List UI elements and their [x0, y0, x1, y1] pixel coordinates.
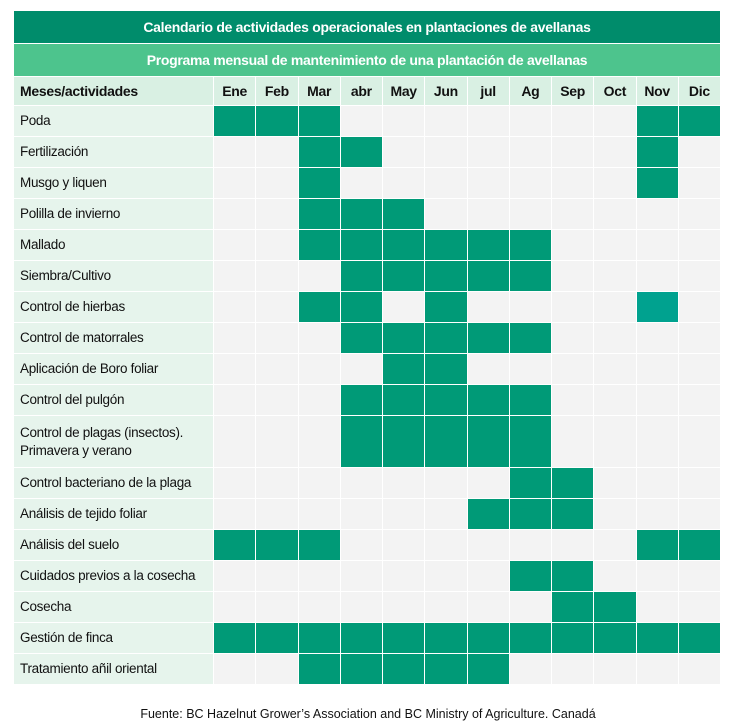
month-cell: [214, 323, 255, 353]
active-month-cell: [468, 623, 509, 653]
activity-label: Mallado: [14, 230, 213, 260]
month-cell: [594, 106, 635, 136]
month-cell: [425, 530, 466, 560]
active-month-cell: [383, 416, 424, 467]
active-month-cell: [214, 106, 255, 136]
month-cell: [341, 106, 382, 136]
activity-label: Polilla de invierno: [14, 199, 213, 229]
activity-label-line: Control de plagas (insectos).: [20, 424, 184, 440]
active-month-cell: [341, 230, 382, 260]
month-cell: [256, 385, 297, 415]
month-cell: [552, 354, 593, 384]
active-month-cell: [299, 106, 340, 136]
month-cell: [679, 592, 720, 622]
activity-label: Control bacteriano de la plaga: [14, 468, 213, 498]
month-cell: [214, 385, 255, 415]
active-month-cell: [468, 261, 509, 291]
month-cell: [552, 292, 593, 322]
month-cell: [552, 199, 593, 229]
month-cell: [468, 468, 509, 498]
active-month-cell: [383, 623, 424, 653]
table-row: [14, 385, 720, 415]
month-cell: [637, 468, 678, 498]
activity-label-line: Primavera y verano: [20, 442, 132, 458]
month-cell: [383, 561, 424, 591]
month-cell: [214, 416, 255, 467]
month-cell: [594, 230, 635, 260]
month-cell: [594, 261, 635, 291]
month-cell: [468, 292, 509, 322]
table-row: [14, 199, 720, 229]
active-month-cell: [341, 416, 382, 467]
month-cell: [256, 323, 297, 353]
month-cell: [383, 106, 424, 136]
month-cell: [637, 561, 678, 591]
active-month-cell: [510, 623, 551, 653]
month-cell: [594, 468, 635, 498]
active-month-cell: [341, 623, 382, 653]
month-header: Nov: [637, 77, 678, 105]
month-cell: [256, 354, 297, 384]
month-cell: [637, 499, 678, 529]
active-month-cell: [468, 385, 509, 415]
month-cell: [425, 137, 466, 167]
month-header-row: [14, 77, 720, 105]
active-month-cell: [637, 530, 678, 560]
month-cell: [510, 530, 551, 560]
month-cell: [425, 468, 466, 498]
active-month-cell: [299, 530, 340, 560]
source-note: Fuente: BC Hazelnut Grower’s Association and BC Ministry of Agriculture. Canadá: [140, 707, 596, 721]
active-month-cell: [425, 654, 466, 684]
month-cell: [594, 168, 635, 198]
active-month-cell: [637, 137, 678, 167]
active-month-cell: [425, 261, 466, 291]
month-cell: [510, 354, 551, 384]
month-header: Mar: [299, 77, 340, 105]
table-row: [14, 323, 720, 353]
month-cell: [679, 499, 720, 529]
month-cell: [256, 499, 297, 529]
month-cell: [552, 106, 593, 136]
month-cell: [510, 137, 551, 167]
month-cell: [468, 592, 509, 622]
active-month-cell: [679, 530, 720, 560]
month-cell: [256, 654, 297, 684]
active-month-cell: [425, 230, 466, 260]
month-header: Oct: [594, 77, 635, 105]
month-cell: [510, 654, 551, 684]
table-row: [14, 137, 720, 167]
active-month-cell: [383, 261, 424, 291]
table-row: [14, 592, 720, 622]
active-month-cell: [425, 292, 466, 322]
month-cell: [594, 499, 635, 529]
month-cell: [552, 385, 593, 415]
month-cell: [341, 592, 382, 622]
table-row: [14, 292, 720, 322]
month-cell: [510, 106, 551, 136]
active-month-cell: [468, 230, 509, 260]
month-cell: [214, 230, 255, 260]
active-month-cell: [341, 323, 382, 353]
month-cell: [256, 199, 297, 229]
month-cell: [468, 168, 509, 198]
month-cell: [637, 385, 678, 415]
month-cell: [594, 354, 635, 384]
table-row: [14, 230, 720, 260]
month-cell: [679, 416, 720, 467]
active-month-cell: [637, 106, 678, 136]
month-cell: [214, 468, 255, 498]
activity-calendar: [14, 11, 720, 685]
active-month-cell: [510, 499, 551, 529]
month-cell: [214, 354, 255, 384]
month-cell: [468, 199, 509, 229]
active-month-cell: [341, 199, 382, 229]
active-month-cell: [510, 561, 551, 591]
month-cell: [637, 592, 678, 622]
active-month-cell: [468, 416, 509, 467]
month-header: May: [383, 77, 424, 105]
month-cell: [383, 592, 424, 622]
month-cell: [256, 416, 297, 467]
month-cell: [341, 354, 382, 384]
active-month-cell: [510, 230, 551, 260]
month-cell: [299, 499, 340, 529]
month-cell: [341, 499, 382, 529]
month-cell: [594, 416, 635, 467]
table-row: [14, 530, 720, 560]
active-month-cell: [383, 354, 424, 384]
month-cell: [679, 168, 720, 198]
table-row: [14, 416, 720, 467]
active-month-cell: [510, 416, 551, 467]
month-cell: [679, 137, 720, 167]
active-month-cell: [425, 385, 466, 415]
month-cell: [679, 323, 720, 353]
active-month-cell: [468, 654, 509, 684]
activity-label: Musgo y liquen: [14, 168, 213, 198]
active-month-cell: [468, 323, 509, 353]
activity-label: Gestión de finca: [14, 623, 213, 653]
month-cell: [299, 592, 340, 622]
month-cell: [214, 592, 255, 622]
month-cell: [552, 323, 593, 353]
active-month-cell: [256, 530, 297, 560]
month-cell: [594, 385, 635, 415]
month-cell: [383, 530, 424, 560]
activity-label: Cosecha: [14, 592, 213, 622]
active-month-cell: [594, 592, 635, 622]
month-cell: [425, 106, 466, 136]
month-header: abr: [341, 77, 382, 105]
month-cell: [214, 292, 255, 322]
active-month-cell: [341, 261, 382, 291]
schedule-table: [13, 76, 721, 685]
month-cell: [679, 468, 720, 498]
active-month-cell: [552, 561, 593, 591]
month-cell: [594, 137, 635, 167]
activity-label: Poda: [14, 106, 213, 136]
month-cell: [214, 137, 255, 167]
table-row: [14, 654, 720, 684]
active-month-cell: [637, 292, 678, 322]
month-cell: [256, 168, 297, 198]
month-cell: [383, 499, 424, 529]
month-cell: [510, 592, 551, 622]
active-month-cell: [637, 168, 678, 198]
active-month-cell: [552, 468, 593, 498]
active-month-cell: [594, 623, 635, 653]
month-cell: [299, 385, 340, 415]
active-month-cell: [679, 106, 720, 136]
activity-label: Aplicación de Boro foliar: [14, 354, 213, 384]
active-month-cell: [383, 323, 424, 353]
active-month-cell: [299, 654, 340, 684]
active-month-cell: [299, 292, 340, 322]
activity-label: Control de hierbas: [14, 292, 213, 322]
active-month-cell: [383, 230, 424, 260]
month-cell: [552, 230, 593, 260]
active-month-cell: [425, 623, 466, 653]
active-month-cell: [552, 592, 593, 622]
month-cell: [299, 416, 340, 467]
table-row: [14, 561, 720, 591]
month-cell: [637, 416, 678, 467]
table-row: [14, 623, 720, 653]
month-header: jul: [468, 77, 509, 105]
month-cell: [552, 416, 593, 467]
month-cell: [679, 385, 720, 415]
month-cell: [594, 292, 635, 322]
month-cell: [637, 654, 678, 684]
month-cell: [468, 106, 509, 136]
month-cell: [299, 323, 340, 353]
active-month-cell: [214, 530, 255, 560]
corner-label: Meses/actividades: [14, 77, 213, 105]
active-month-cell: [425, 416, 466, 467]
active-month-cell: [299, 623, 340, 653]
month-cell: [214, 654, 255, 684]
month-cell: [679, 354, 720, 384]
active-month-cell: [299, 230, 340, 260]
active-month-cell: [341, 654, 382, 684]
activity-label: Tratamiento añil oriental: [14, 654, 213, 684]
month-header: Jun: [425, 77, 466, 105]
active-month-cell: [425, 354, 466, 384]
month-cell: [383, 292, 424, 322]
month-cell: [383, 137, 424, 167]
activity-label: [14, 416, 213, 467]
month-cell: [594, 530, 635, 560]
table-subtitle: Programa mensual de mantenimiento de una plantación de avellanas: [14, 44, 720, 76]
month-cell: [637, 199, 678, 229]
month-cell: [425, 561, 466, 591]
month-cell: [214, 261, 255, 291]
active-month-cell: [468, 499, 509, 529]
month-cell: [214, 499, 255, 529]
month-cell: [299, 261, 340, 291]
table-row: [14, 468, 720, 498]
activity-label: Siembra/Cultivo: [14, 261, 213, 291]
month-cell: [299, 561, 340, 591]
month-cell: [468, 561, 509, 591]
active-month-cell: [510, 468, 551, 498]
month-cell: [256, 137, 297, 167]
active-month-cell: [383, 654, 424, 684]
month-cell: [425, 499, 466, 529]
month-header: Dic: [679, 77, 720, 105]
month-cell: [383, 468, 424, 498]
table-title: Calendario de actividades operacionales en plantaciones de avellanas: [14, 11, 720, 43]
month-cell: [256, 230, 297, 260]
month-cell: [256, 592, 297, 622]
month-cell: [637, 261, 678, 291]
table-row: [14, 261, 720, 291]
month-cell: [214, 168, 255, 198]
active-month-cell: [510, 261, 551, 291]
activity-label: Análisis del suelo: [14, 530, 213, 560]
month-cell: [341, 530, 382, 560]
month-cell: [299, 354, 340, 384]
month-cell: [679, 230, 720, 260]
month-cell: [341, 561, 382, 591]
active-month-cell: [256, 623, 297, 653]
month-cell: [468, 354, 509, 384]
active-month-cell: [552, 499, 593, 529]
month-cell: [637, 230, 678, 260]
active-month-cell: [341, 292, 382, 322]
active-month-cell: [256, 106, 297, 136]
month-cell: [552, 137, 593, 167]
month-header: Sep: [552, 77, 593, 105]
month-cell: [594, 561, 635, 591]
active-month-cell: [425, 323, 466, 353]
active-month-cell: [510, 385, 551, 415]
active-month-cell: [383, 199, 424, 229]
month-cell: [552, 654, 593, 684]
month-cell: [552, 530, 593, 560]
table-row: [14, 168, 720, 198]
month-header: Ene: [214, 77, 255, 105]
month-cell: [468, 530, 509, 560]
active-month-cell: [679, 623, 720, 653]
month-header: Feb: [256, 77, 297, 105]
active-month-cell: [299, 199, 340, 229]
month-cell: [594, 654, 635, 684]
month-cell: [256, 561, 297, 591]
active-month-cell: [299, 168, 340, 198]
table-row: [14, 354, 720, 384]
month-cell: [679, 261, 720, 291]
active-month-cell: [552, 623, 593, 653]
active-month-cell: [383, 385, 424, 415]
month-cell: [214, 561, 255, 591]
activity-label: Control del pulgón: [14, 385, 213, 415]
activity-label: Análisis de tejido foliar: [14, 499, 213, 529]
month-cell: [425, 592, 466, 622]
month-cell: [256, 468, 297, 498]
month-cell: [510, 292, 551, 322]
month-cell: [341, 468, 382, 498]
active-month-cell: [637, 623, 678, 653]
month-cell: [594, 323, 635, 353]
active-month-cell: [299, 137, 340, 167]
month-cell: [637, 323, 678, 353]
month-cell: [510, 199, 551, 229]
month-cell: [637, 354, 678, 384]
month-cell: [299, 468, 340, 498]
month-cell: [256, 261, 297, 291]
month-cell: [510, 168, 551, 198]
activity-label: Cuidados previos a la cosecha: [14, 561, 213, 591]
month-cell: [468, 137, 509, 167]
month-cell: [552, 168, 593, 198]
month-cell: [679, 654, 720, 684]
month-cell: [679, 561, 720, 591]
month-cell: [679, 199, 720, 229]
active-month-cell: [341, 385, 382, 415]
table-row: [14, 106, 720, 136]
month-cell: [341, 168, 382, 198]
active-month-cell: [214, 623, 255, 653]
activity-rows: [14, 106, 720, 684]
active-month-cell: [510, 323, 551, 353]
month-cell: [425, 168, 466, 198]
table-row: [14, 499, 720, 529]
month-cell: [214, 199, 255, 229]
month-cell: [552, 261, 593, 291]
activity-label: Control de matorrales: [14, 323, 213, 353]
active-month-cell: [341, 137, 382, 167]
month-cell: [425, 199, 466, 229]
month-cell: [594, 199, 635, 229]
month-header: Ag: [510, 77, 551, 105]
month-cell: [256, 292, 297, 322]
activity-label: Fertilización: [14, 137, 213, 167]
month-cell: [679, 292, 720, 322]
month-cell: [383, 168, 424, 198]
